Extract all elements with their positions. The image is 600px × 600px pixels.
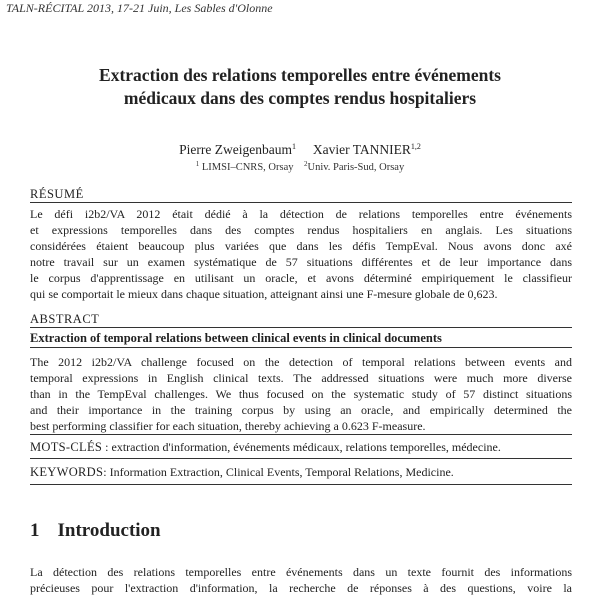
author-2-sup: 1,2 (410, 142, 421, 151)
keywords-en-label: KEYWORDS (30, 465, 104, 479)
keywords-en: KEYWORDS: Information Extraction, Clinical Events, Temporal Relations, Medicine. (30, 465, 454, 479)
conference-header: TALN-RÉCITAL 2013, 17-21 Juin, Les Sables d'Olonne (6, 1, 273, 15)
resume-line: notre travail sur un examen systématique de 57 situations différentes et de leur importance dans (30, 255, 572, 269)
intro-line: La détection des relations temporelles entre événements dans un texte fournit des informations (30, 565, 572, 579)
intro-body (30, 564, 572, 596)
abstract-line: temporal expressions in English clinical texts. The addressed situations were much more diverse (30, 371, 572, 385)
abstract-line: The 2012 i2b2/VA challenge focused on the detection of temporal relations between events and (30, 355, 572, 369)
aff-2: Univ. Paris-Sud, Orsay (307, 162, 405, 173)
divider (30, 484, 572, 485)
resume-line: qui se comportait le mieux dans chaque situation, atteignant ainsi une F-mesure globale de 0,623. (30, 287, 498, 301)
title-line-1: Extraction des relations temporelles entre événements (99, 65, 501, 85)
resume-line: et expressions temporelles dans des comptes rendus hospitaliers en anglais. Les situations (30, 223, 572, 237)
aff-1-sup: 1 (195, 160, 200, 168)
resume-body (30, 206, 572, 302)
resume-heading: RÉSUMÉ (30, 188, 572, 203)
author-2: Xavier TANNIER (312, 142, 411, 157)
resume-line: le corpus d'apprentissage en utilisant un oracle, et avons déterminé empiriquement le classifieur (30, 271, 572, 285)
abstract-line: than in the TempEval challenges. We thus focused on the systematic study of 57 distinct situations (30, 387, 572, 401)
abstract-line: best performing classifier for each situation, thereby achieving a 0.623 F-measure. (30, 419, 426, 433)
section-number: 1 (30, 520, 40, 541)
paper-title (0, 64, 600, 110)
author-1: Pierre Zweigenbaum (179, 142, 292, 157)
keywords-en-text: Information Extraction, Clinical Events, Temporal Relations, Medicine. (109, 465, 454, 479)
divider (30, 434, 572, 435)
author-1-sup: 1 (291, 142, 296, 151)
resume-line: Le défi i2b2/VA 2012 était dédié à la détection de relations temporelles entre événements (30, 207, 572, 221)
keywords-fr: MOTS-CLÉS : extraction d'information, événements médicaux, relations temporelles, médecine. (30, 440, 501, 454)
authors (0, 142, 600, 158)
section-title: Introduction (57, 520, 161, 541)
divider (30, 458, 572, 459)
english-title: Extraction of temporal relations between clinical events in clinical documents (30, 331, 442, 345)
aff-1: LIMSI–CNRS, Orsay (201, 162, 294, 173)
keywords-fr-label: MOTS-CLÉS (30, 440, 103, 454)
resume-line: considérées étaient beaucoup plus variées que dans les défis TempEval. Nous avons donc axé (30, 239, 572, 253)
title-line-2: médicaux dans des comptes rendus hospitaliers (123, 88, 477, 108)
abstract-body (30, 354, 572, 434)
intro-line: précieuses pour l'extraction d'information, la recherche de réponses à des questions, voire la (30, 581, 572, 595)
keywords-fr-text: extraction d'information, événements médicaux, relations temporelles, médecine. (111, 440, 501, 454)
affiliations (0, 160, 600, 173)
section-heading (30, 520, 161, 542)
abstract-line: and their importance in the training corpus by using an oracle, and empirically determined the (30, 403, 572, 417)
divider (30, 347, 572, 348)
abstract-heading: ABSTRACT (30, 313, 572, 328)
aff-2-sup: 2 (303, 160, 308, 168)
